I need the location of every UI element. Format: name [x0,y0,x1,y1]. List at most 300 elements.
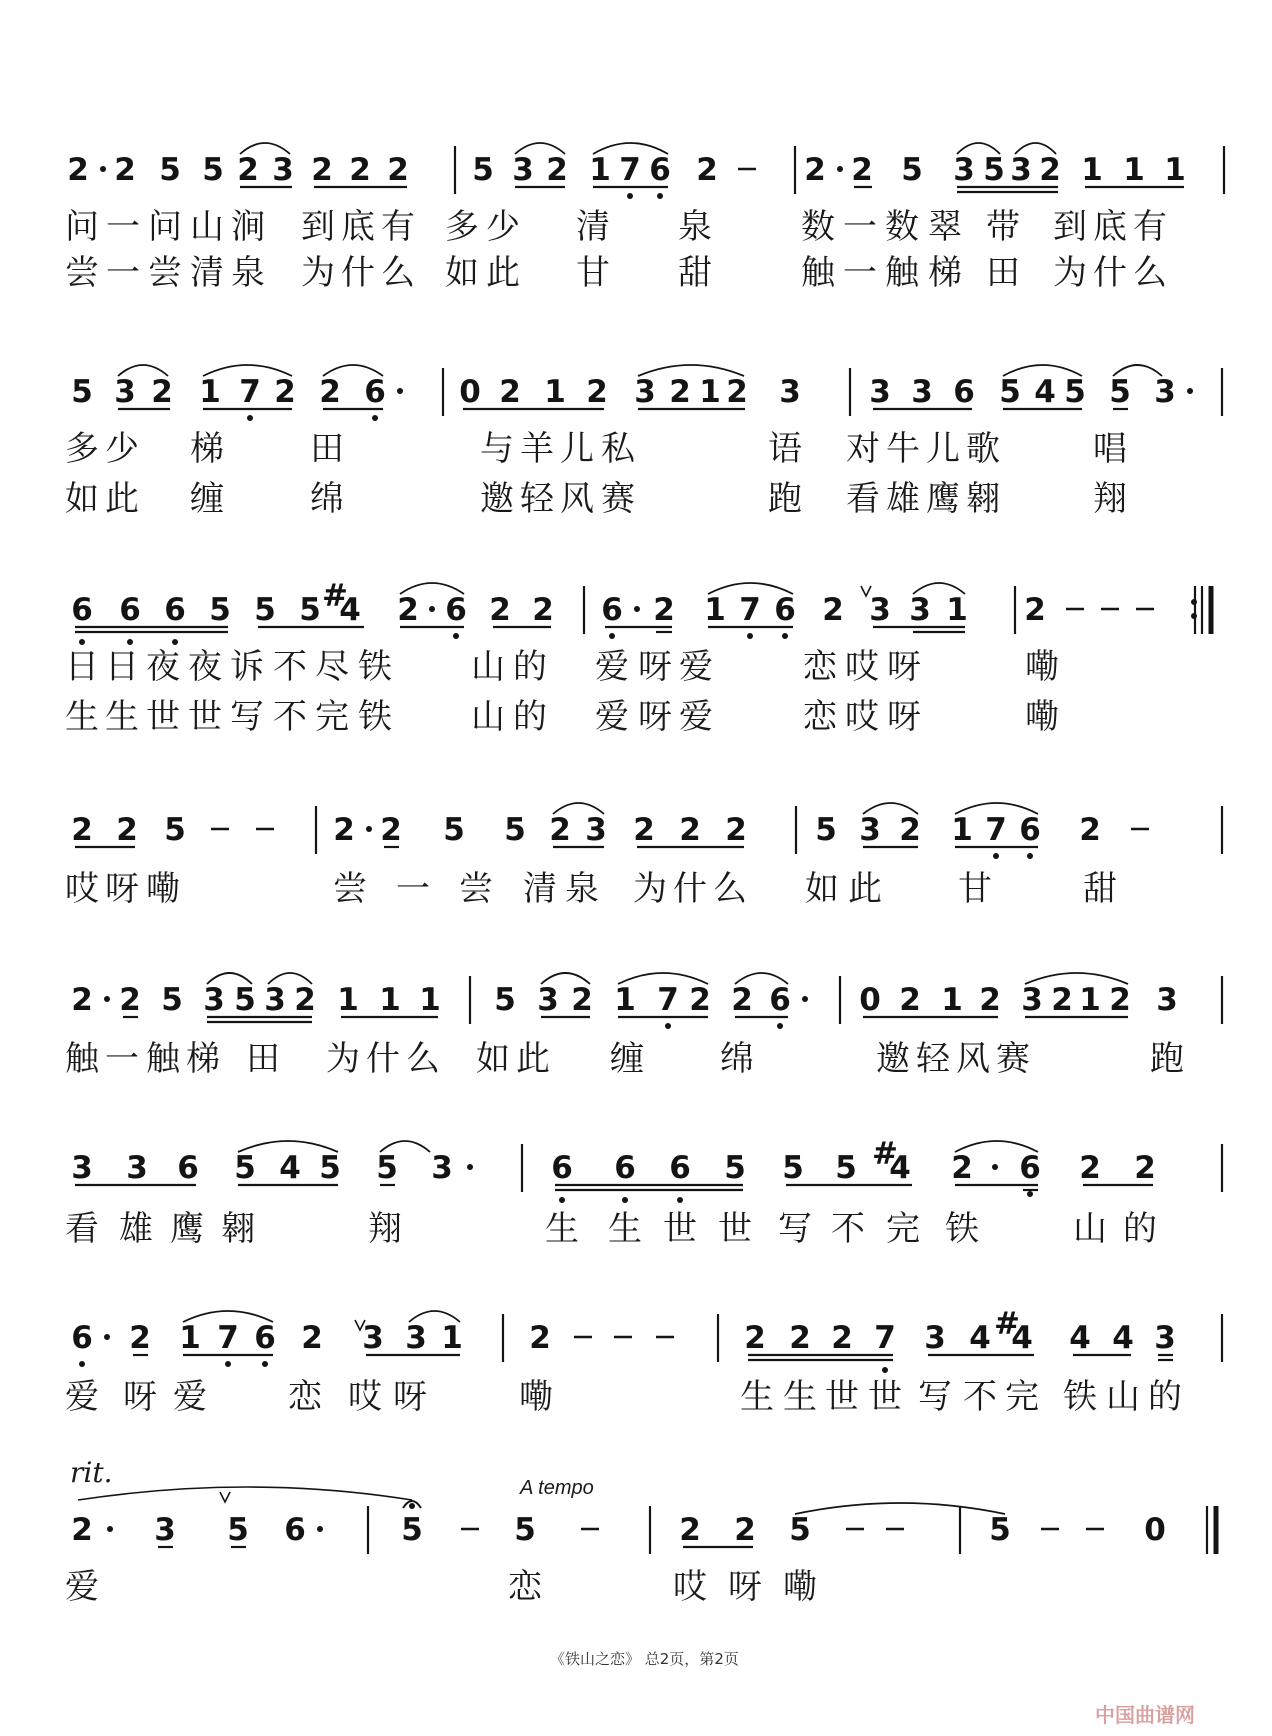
note: 5 [159,152,181,188]
lyric-syllable: 恋 [803,647,837,687]
lyric-syllable: 嘞 [1025,647,1059,687]
lyric-syllable: 触 [801,253,835,293]
octave-dot-below [777,1023,783,1029]
note: 2 [546,152,568,188]
note: 4 [1034,374,1056,410]
lyric-syllable: 为 [301,253,335,293]
note: 4 [1069,1320,1091,1356]
lyric-syllable: 一 [106,253,140,293]
lyric-syllable: 日 [105,647,139,687]
lyric-syllable: 清 [190,253,224,293]
lyric-syllable: 甘 [576,253,610,293]
note: 5 [209,592,231,628]
lyric-syllable: 邀 [876,1039,910,1079]
note: 2 [1024,592,1046,628]
note: 5 [1109,374,1131,410]
note: 6 [71,1320,93,1356]
lyric-syllable: 嘞 [1025,697,1059,737]
note: 7 [657,982,679,1018]
note: 2 [397,592,419,628]
a-tempo-marking: A tempo [520,1477,594,1499]
note: 2 [349,152,371,188]
lyric-syllable: 哎 [845,697,879,737]
note: 3 [859,812,881,848]
lyric-syllable: 生 [783,1377,817,1417]
lyric-syllable: 尝 [333,869,367,909]
note: 6 [669,1150,691,1186]
lyric-syllable: 底 [341,207,375,247]
lyric-syllable: 呀 [728,1567,762,1607]
augmentation-dot [107,1526,113,1532]
rit-extension [78,1487,412,1500]
augmentation-dot [317,1526,323,1532]
lyric-syllable: 翔 [368,1209,402,1249]
lyric-syllable: 清 [576,207,610,247]
note: 3 [405,1320,427,1356]
lyric-syllable: 泉 [565,869,599,909]
lyric-syllable: 有 [381,207,415,247]
note: 5 [983,152,1005,188]
score-system [65,982,1184,1079]
lyric-syllable: 诉 [230,647,264,687]
note: 4 [339,592,361,628]
lyric-syllable: 不 [273,647,307,687]
note: 2 [67,152,89,188]
octave-dot-below [657,193,663,199]
note: 2 [532,592,554,628]
note: 2 [586,374,608,410]
note: 4 [889,1150,911,1186]
lyric-syllable: 不 [963,1377,997,1417]
note: 2 [301,1320,323,1356]
note: 5 [782,1150,804,1186]
lyric-syllable: 私 [601,429,635,469]
lyric-syllable: 不 [273,697,307,737]
note: 0 [1144,1512,1166,1548]
score-system [65,374,1176,519]
octave-dot-below [747,633,753,639]
note: 1 [419,982,441,1018]
lyric-syllable: 牛 [886,429,920,469]
note: 3 [154,1512,176,1548]
lyric-syllable: 嘞 [146,869,180,909]
lyric-syllable: 翱 [966,479,1000,519]
octave-dot-below [622,1197,628,1203]
note: 2 [689,982,711,1018]
lyric-syllable: 的 [513,697,547,737]
lyric-syllable: 世 [188,697,222,737]
breath-mark [220,1492,230,1502]
lyric-syllable: 么 [1133,253,1167,293]
score-system [65,1136,1157,1249]
lyric-syllable: 完 [886,1209,920,1249]
note: 2 [734,1512,756,1548]
augmentation-dot [1187,388,1193,394]
octave-dot-below [609,633,615,639]
lyric-syllable: 看 [65,1209,99,1249]
lyric-syllable: 呀 [887,697,921,737]
note: 2 [499,374,521,410]
lyric-syllable: 呀 [105,869,139,909]
note: 2 [725,812,747,848]
note: 3 [1010,152,1032,188]
note: 1 [1123,152,1145,188]
lyric-syllable: 问 [65,207,99,247]
octave-dot-below [1027,853,1033,859]
lyric-syllable: 哎 [673,1567,707,1607]
lyric-syllable: 恋 [288,1377,322,1417]
note: 2 [529,1320,551,1356]
score-system [65,1456,1166,1607]
lyric-syllable: 此 [516,1039,550,1079]
note: 5 [724,1150,746,1186]
note: 2 [822,592,844,628]
note: 2 [831,1320,853,1356]
note: 6 [164,592,186,628]
note: 5 [71,374,93,410]
lyric-syllable: 嘞 [519,1377,553,1417]
note: 1 [544,374,566,410]
lyric-syllable: 邀 [480,479,514,519]
note: 6 [769,982,791,1018]
lyric-syllable: 语 [768,429,802,469]
sharp-sign: # [872,1136,898,1172]
note: 3 [537,982,559,1018]
lyric-syllable: 铁 [945,1209,979,1249]
lyric-syllable: 一 [396,869,430,909]
lyric-syllable: 田 [246,1039,280,1079]
note: 1 [1164,152,1186,188]
lyric-syllable: 触 [65,1039,99,1079]
note: 2 [804,152,826,188]
lyric-syllable: 跑 [768,479,802,519]
lyric-syllable: 梯 [186,1039,220,1079]
lyric-syllable: 如 [65,479,99,519]
octave-dot-below [372,415,378,421]
lyric-syllable: 世 [825,1377,859,1417]
note: 2 [1079,1150,1101,1186]
lyric-syllable: 么 [381,253,415,293]
note: 4 [1011,1320,1033,1356]
octave-dot-below [993,853,999,859]
page-footer: 《铁山之恋》 总2页，第2页 [550,1650,739,1668]
note: 2 [319,374,341,410]
octave-dot-below [247,415,253,421]
lyric-syllable: 翔 [1093,479,1127,519]
octave-dot-below [665,1023,671,1029]
augmentation-dot [837,166,843,172]
note: 7 [874,1320,896,1356]
lyric-syllable: 儿 [560,429,594,469]
lyric-syllable: 尝 [459,869,493,909]
lyric-syllable: 恋 [508,1567,542,1607]
augmentation-dot [366,826,372,832]
note: 6 [1019,812,1041,848]
note: 5 [234,1150,256,1186]
lyric-syllable: 山 [1106,1377,1140,1417]
lyric-syllable: 世 [718,1209,752,1249]
lyric-syllable: 哎 [65,869,99,909]
score-system [65,152,1186,293]
lyric-syllable: 的 [1123,1209,1157,1249]
note: 2 [679,812,701,848]
lyric-syllable: 底 [1093,207,1127,247]
note: 7 [739,592,761,628]
lyric-syllable: 为 [633,869,667,909]
note: 2 [679,1512,701,1548]
lyric-syllable: 雄 [119,1209,153,1249]
lyric-syllable: 的 [1148,1377,1182,1417]
note: 5 [1064,374,1086,410]
lyric-syllable: 儿 [926,429,960,469]
lyric-syllable: 缠 [610,1039,644,1079]
note: 6 [284,1512,306,1548]
lyric-syllable: 不 [831,1209,865,1249]
lyric-syllable: 歌 [966,429,1000,469]
note: 2 [294,982,316,1018]
lyric-syllable: 赛 [601,479,635,519]
note: 1 [1079,982,1101,1018]
augmentation-dot [429,606,435,612]
note: 5 [376,1150,398,1186]
note: 5 [472,152,494,188]
lyric-syllable: 梯 [928,253,962,293]
note: 1 [704,592,726,628]
note: 2 [380,812,402,848]
lyric-syllable: 赛 [996,1039,1030,1079]
lyric-syllable: 生 [608,1209,642,1249]
lyric-syllable: 绵 [720,1039,754,1079]
lyric-syllable: 生 [65,697,99,737]
note: 2 [899,982,921,1018]
lyric-syllable: 生 [740,1377,774,1417]
note: 3 [909,592,931,628]
lyric-syllable: 么 [713,869,747,909]
note: 2 [333,812,355,848]
note: 3 [869,374,891,410]
note: 6 [254,1320,276,1356]
note: 1 [951,812,973,848]
note: 5 [789,1512,811,1548]
note: 2 [274,374,296,410]
lyric-syllable: 有 [1133,207,1167,247]
lyric-syllable: 山 [471,697,505,737]
lyric-syllable: 呀 [638,697,672,737]
lyric-syllable: 田 [310,429,344,469]
note: 5 [161,982,183,1018]
lyric-syllable: 爱 [595,697,629,737]
note: 1 [379,982,401,1018]
lyric-syllable: 世 [663,1209,697,1249]
note: 2 [1109,982,1131,1018]
lyric-syllable: 到 [301,207,335,247]
note: 1 [1081,152,1103,188]
lyric-syllable: 么 [406,1039,440,1079]
lyric-syllable: 完 [1005,1377,1039,1417]
octave-dot-below [559,1197,565,1203]
lyric-syllable: 轻 [520,479,554,519]
lyric-syllable: 爱 [65,1377,99,1417]
lyric-syllable: 带 [986,207,1020,247]
note: 6 [71,592,93,628]
augmentation-dot [467,1164,473,1170]
note: 6 [601,592,623,628]
note: 6 [177,1150,199,1186]
lyric-syllable: 对 [846,429,880,469]
lyric-syllable: 写 [778,1209,812,1249]
lyric-syllable: 夜 [146,647,180,687]
repeat-dot [1191,613,1197,619]
note: 2 [71,1512,93,1548]
lyric-syllable: 此 [486,253,520,293]
note: 3 [585,812,607,848]
octave-dot-below [677,1197,683,1203]
lyric-syllable: 如 [476,1039,510,1079]
lyric-syllable: 夜 [188,647,222,687]
note: 2 [71,812,93,848]
note: 1 [337,982,359,1018]
note: 5 [504,812,526,848]
lyric-syllable: 爱 [65,1567,99,1607]
lyric-syllable: 甜 [678,253,712,293]
note: 3 [634,374,656,410]
lyric-syllable: 多 [65,429,99,469]
lyric-syllable: 的 [513,647,547,687]
sharp-sign: # [322,578,348,614]
lyric-syllable: 涧 [231,207,265,247]
note: 2 [899,812,921,848]
lyric-syllable: 数 [801,207,835,247]
note: 5 [202,152,224,188]
lyric-syllable: 呀 [887,647,921,687]
augmentation-dot [100,166,106,172]
note: 1 [941,982,963,1018]
lyric-syllable: 一 [106,207,140,247]
note: 6 [774,592,796,628]
note: 5 [319,1150,341,1186]
note: 2 [731,982,753,1018]
note: 2 [311,152,333,188]
lyric-syllable: 唱 [1093,429,1127,469]
lyric-syllable: 此 [105,479,139,519]
note: 5 [494,982,516,1018]
note: 2 [489,592,511,628]
note: 3 [924,1320,946,1356]
lyric-syllable: 风 [560,479,594,519]
note: 6 [445,592,467,628]
score-system [65,578,1059,737]
note: 2 [669,374,691,410]
lyric-syllable: 鹰 [926,479,960,519]
note: 2 [951,1150,973,1186]
lyric-syllable: 看 [846,479,880,519]
note: 6 [953,374,975,410]
note: 2 [571,982,593,1018]
lyric-syllable: 哎 [348,1377,382,1417]
note: 5 [227,1512,249,1548]
lyric-syllable: 轻 [916,1039,950,1079]
note: 0 [859,982,881,1018]
note: 5 [999,374,1021,410]
lyric-syllable: 完 [315,697,349,737]
note: 5 [254,592,276,628]
octave-dot-below [627,193,633,199]
lyric-syllable: 甜 [1083,869,1117,909]
lyric-syllable: 爱 [679,647,713,687]
lyric-syllable: 写 [230,697,264,737]
lyric-syllable: 泉 [678,207,712,247]
note: 2 [129,1320,151,1356]
note: 2 [1051,982,1073,1018]
note: 5 [401,1512,423,1548]
lyric-syllable: 翱 [221,1209,255,1249]
note: 2 [696,152,718,188]
lyric-syllable: 如 [805,869,839,909]
lyric-syllable: 田 [986,253,1020,293]
lyric-syllable: 翠 [928,207,962,247]
lyric-syllable: 嘞 [783,1567,817,1607]
lyric-syllable: 生 [105,697,139,737]
octave-dot-below [782,633,788,639]
note: 3 [1154,374,1176,410]
lyric-syllable: 问 [148,207,182,247]
note: 5 [514,1512,536,1548]
note: 3 [1154,1320,1176,1356]
note: 2 [726,374,748,410]
note: 3 [869,592,891,628]
note: 2 [151,374,173,410]
note: 5 [164,812,186,848]
octave-dot-below [225,1361,231,1367]
lyric-syllable: 触 [885,253,919,293]
lyric-syllable: 哎 [845,647,879,687]
octave-dot-below [79,1361,85,1367]
note: 7 [985,812,1007,848]
lyric-syllable: 多 [445,207,479,247]
note: 1 [199,374,221,410]
note: 3 [953,152,975,188]
lyric-syllable: 日 [65,647,99,687]
slur [795,1503,1005,1514]
lyric-syllable: 与 [480,429,514,469]
lyric-syllable: 少 [105,429,139,469]
octave-dot-below [1027,1191,1033,1197]
note: 3 [362,1320,384,1356]
lyric-syllable: 缠 [190,479,224,519]
score-system [65,812,1117,909]
lyric-syllable: 世 [868,1377,902,1417]
lyric-syllable: 触 [146,1039,180,1079]
lyric-syllable: 绵 [310,479,344,519]
augmentation-dot [104,996,110,1002]
lyric-syllable: 此 [848,869,882,909]
note: 4 [279,1150,301,1186]
note: 0 [459,374,481,410]
octave-dot-below [453,633,459,639]
lyric-syllable: 爱 [679,697,713,737]
fermata [409,1503,415,1509]
augmentation-dot [397,388,403,394]
lyric-syllable: 什 [1093,253,1127,293]
lyric-syllable: 梯 [190,429,224,469]
note: 7 [619,152,641,188]
octave-dot-below [172,639,178,645]
note: 3 [1021,982,1043,1018]
lyric-syllable: 呀 [638,647,672,687]
lyric-syllable: 铁 [358,697,392,737]
score-system [65,1306,1182,1417]
note: 5 [815,812,837,848]
